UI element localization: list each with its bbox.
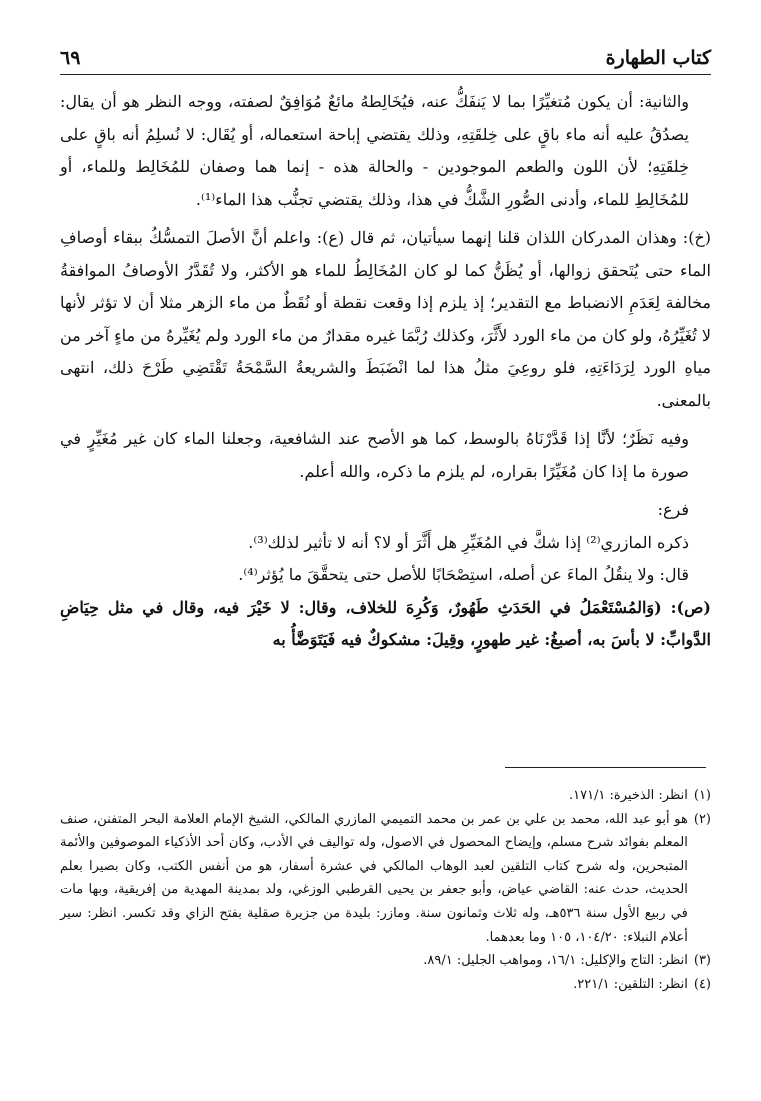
paragraph-kh-commentary: (خ): وهذان المدركان اللذان قلنا إنهما سيأتيان، ثم قال (ع): واعلم أنَّ الأصلَ التمسُّكُ ببقاء أوصافِ الماء حتى يُتَحقق زوالها، أو يُظَنُّ كما لو كان المُخَالِطُ للماء هو الأكثر، ولا تُقَدَّرُ الأوصافُ الموافقةُ مخالفة لِعَدَمِ الانضباط مع التقدير؛ إذ يلزم إذا وقعت نقطة أو نُقَطٌ من ماء الزهر مثلا أن لا تؤثر لأنها لا تُغَيِّرُهُ، ولو كان من ماء الورد لأَثَّرَ، وكذلك رُبَّمَا غيره مقدارٌ من ماء الورد ولم يُغَيِّرهُ من ماءٍ آخر من مياهِ الورد لِرَدَاءَتِهِ، فلو روعِيَ مثلُ هذا لما انْضَبَطَ والشريعةُ السَّمْحَةُ تَقْتَضِي طَرْحَ ذلك، انتهى بالمعنى. [60,228,711,410]
paragraph-second-form: والثانية: أن يكون مُتغيِّرًا بما لا يَنفَكُّ عنه، فيُخَالِطهُ مائعٌ مُوَافِقٌ لصفته، ووجه النظر هو أن يقال: يصدُقُ عليه أنه ماء باقٍ على خِلقَتِهِ، وذلك يقتضي إباحة استعماله، أو يُقَال: لا نُسلِمُ أنه باقٍ على خِلقَتِهِ؛ لأن اللون والطعم الموجودين - والحالة هذه - إنما هما وصفان للمُخَالِط وللماء، أو للمُخَالِطِ للماء، وأدنى الصُّورِ الشَّكُّ في هذا، وذلك يقتضي تجنُّب هذا الماء⁽¹⁾. [60,92,689,209]
far-label: فرع: [657,500,689,519]
far-point-1: ذكره المازري⁽²⁾ إذا شكَّ في المُغَيِّرِ هل أَثَّرَ أو لا؟ أنه لا تأثير لذلك⁽³⁾. [248,532,689,552]
footnote-text: انظر: الذخيرة: ١٧١/١. [568,788,688,803]
book-title: كتاب الطهارة [605,47,711,69]
running-header [60,40,711,75]
footnote [60,784,711,808]
matn-text: (ص): (وَالمُسْتَعْمَلُ في الحَدَثِ طَهُورٌ، وَكُرِهَ للخلاف، وقال: لا خَيْرَ فيه، وقال في مثل حِيَاضِ الدَّوابِّ: لا بأسَ به، أصبغُ: غير طهورٍ، وقِيلَ: مشكوكٌ فيه فَيَتَوَضَّأُ به [60,597,711,649]
footnote-divider [505,767,706,768]
footnote-number: (٣) [693,953,711,969]
footnote-number: (١) [693,788,711,803]
footnote-number: (٢) [693,811,711,827]
page-number: ٦٩ [60,47,81,69]
footnote [60,973,711,997]
footnote-number: (٤) [693,976,711,992]
footnotes [60,784,711,996]
footnote-text: انظر: التاج والإكليل: ١٦/١، ومواهب الجليل: ٨٩/١. [423,953,688,969]
footnote-text: هو أبو عبد الله، محمد بن علي بن عمر بن محمد التميمي المازري المالكي، الشيخ الإمام العلامة البحر المتفنن، صنف المعلم بفوائد شرح مسلم، وإيضاح المحصول في الاصول، وله تواليف في الأدب، وكان أحد الأذكياء الموصوفين والأئمة المتبحرين، وله شرح كتاب التلقين لعبد الوهاب المالكي في عشرة أسفار، هو من أنفس الكتب، وكان بصيرا بعلم الحديث، حدث عنه: القاضي عياض، وأبو جعفر بن يحيى القرطبي الوزغي، ولد بمدينة المهدية من إفريقية، وبها مات في ربيع الأول سنة ٥٣٦هـ، وله ثلاث وثمانون سنة. ومازر: بليدة من جزيرة صقلية بفتح الزاي وقد تكسر. انظر: سير أعلام النبلاء: ١٠٤/٢٠، ١٠٥ وما بعدهما. [60,811,688,945]
footnote-text: انظر: التلقين: ٢٢١/١. [573,976,688,992]
main-text [60,86,711,657]
paragraph-objection: وفيه نَظَرٌ؛ لأنَّا إذا قَدَّرْنَاهُ بالوسط، كما هو الأصح عند الشافعية، وجعلنا الماء كان غير مُغَيِّرٍ في صورة ما إذا كان مُغَيِّرًا بقراره، لم يلزم ما ذكره، والله أعلم. [60,429,689,481]
footnote [60,949,711,973]
far-point-2: قال: ولا ينقُلُ الماءَ عن أصله، استِصْحَابًا للأصل حتى يتحقَّقَ ما يُؤثر⁽⁴⁾. [238,565,689,584]
footnote [60,808,711,950]
